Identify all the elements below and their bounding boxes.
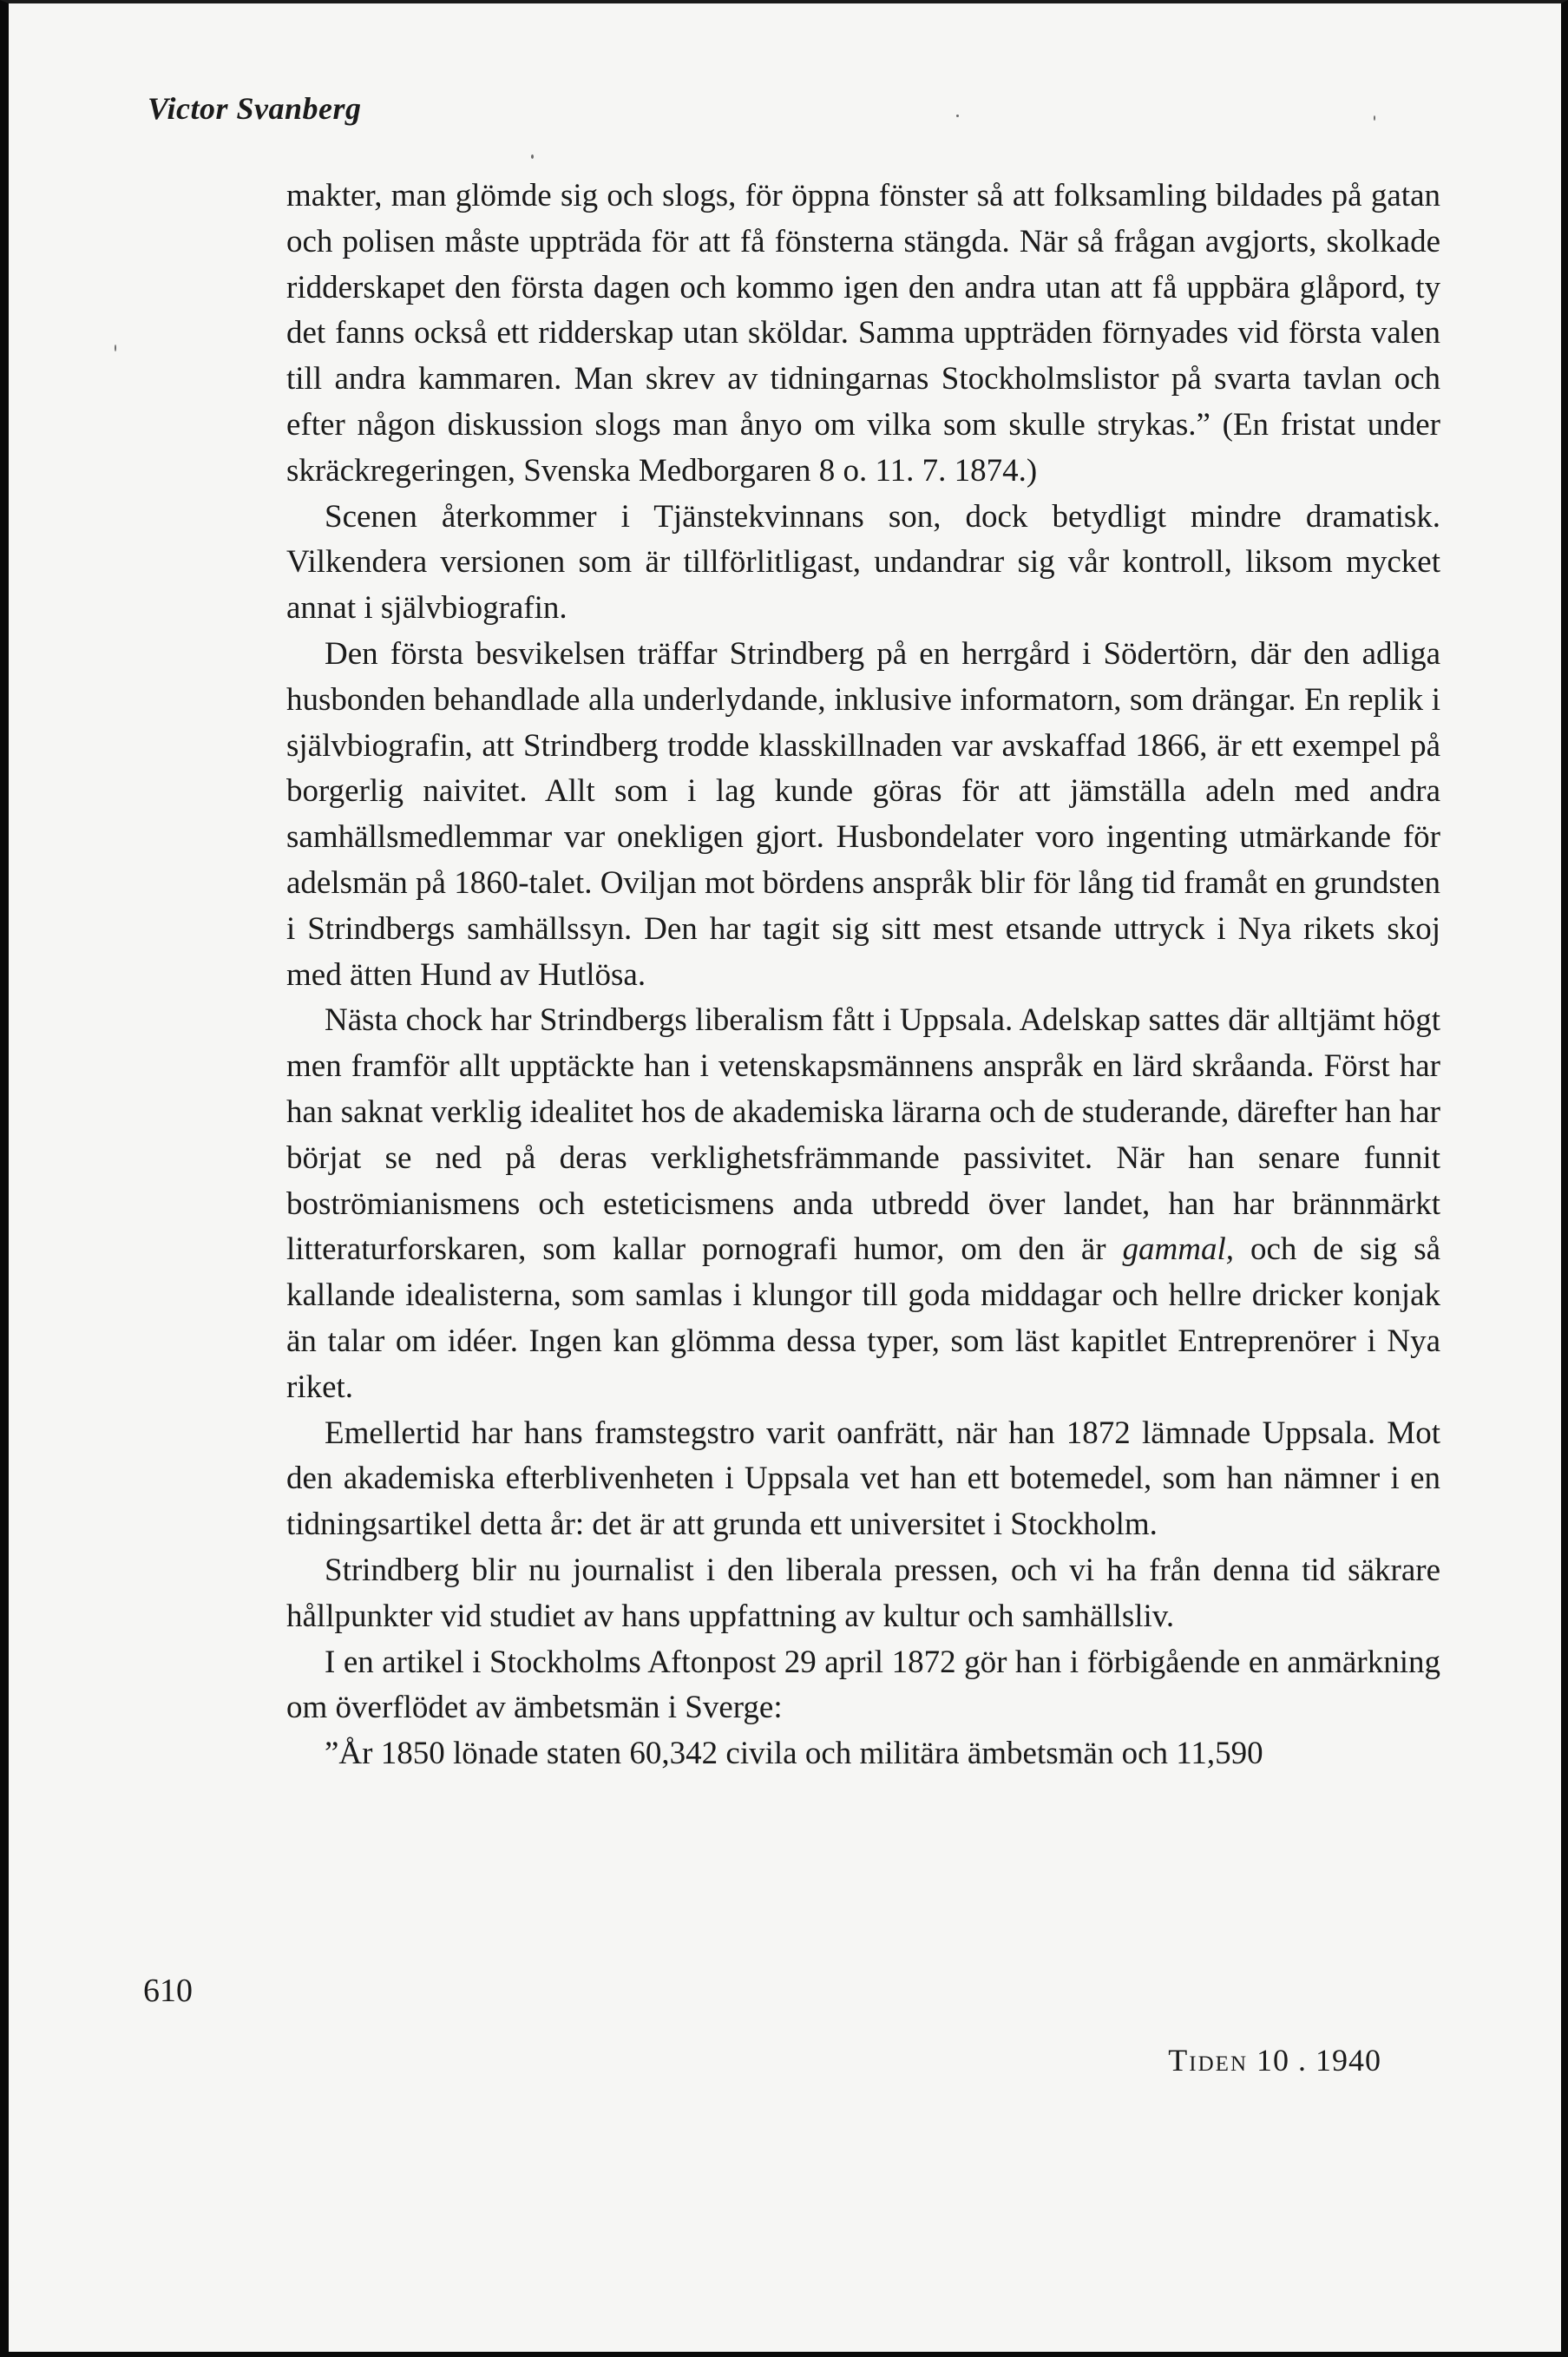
paragraph-4-italic-word: gammal, [1122, 1231, 1235, 1268]
footer-issue: 10 . 1940 [1256, 2043, 1381, 2078]
paragraph-6: Strindberg blir nu journalist i den liberala pressen, och vi ha från denna tid säkrare hållpunkter vid studiet av hans uppfattning av kultur och samhällsliv. [286, 1552, 1440, 1634]
paragraph-8-quote: ”År 1850 lönade staten 60,342 civila och militära ämbetsmän och 11,590 [325, 1736, 1263, 1772]
paragraph-7: I en artikel i Stockholms Aftonpost 29 april 1872 gör han i förbigående en anmärkning om överflödet av ämbetsmän i Sverge: [286, 1644, 1440, 1726]
paragraph-4-text: Nästa chock har Strindbergs liberalism fått i Uppsala. Adelskap sattes där alltjämt högt men framför allt upptäckte han i vetenskapsmännens anspråk en lärd skråanda. Först har han saknat verklig idealitet hos de akademiska lärarna och de studerande, därefter han har börjat se ned på deras verklighetsfrämmande passivitet. När han senare funnit boströmianismens och esteticismens anda utbredd över landet, han har brännmärkt litteraturforskaren, som kallar pornografi humor, om den är [286, 1002, 1440, 1268]
body-text [286, 174, 1440, 1777]
paragraph-2: Scenen återkommer i Tjänstekvinnans son, dock betydligt mindre dramatisk. Vilkendera versionen som är tillförlitligast, undandrar sig vår kontroll, liksom mycket annat i självbiografin. [286, 498, 1440, 627]
scan-speck [956, 115, 959, 117]
paragraph-4-tail: och de sig så kallande idealisterna, som samlas i klungor till goda middagar och hellre dricker konjak än talar om idéer. Ingen kan glömma dessa typer, som läst kapitlet Entreprenörer i Nya riket. [286, 1231, 1441, 1405]
paragraph-5: Emellertid har hans framstegstro varit oanfrätt, när han 1872 lämnade Uppsala. Mot den akademiska efterblivenheten i Uppsala vet han ett botemedel, som han nämner i en tidningsartikel detta år: det är att grunda ett universitet i Stockholm. [286, 1415, 1440, 1543]
footer-journal-issue [1168, 2042, 1381, 2078]
paragraph-1-continued: makter, man glömde sig och slogs, för öppna fönster så att folksamling bildades på gatan och polisen måste uppträda för att få fönsterna stängda. När så frågan avgjorts, skolkade ridderskapet den första dagen och kommo igen den andra utan att få uppbära glåpord, ty det fanns också ett ridderskap utan sköldar. Samma uppträden förnyades vid första valen till andra kammaren. Man skrev av tidningarnas Stockholmslistor på svarta tavlan och efter någon diskussion slogs man ånyo om vilka som skulle strykas.” (En fristat under skräckregeringen, Svenska Medborgaren 8 o. 11. 7. 1874.) [286, 178, 1440, 489]
scan-speck [531, 154, 534, 159]
page-number: 610 [143, 1973, 193, 2009]
running-head-author: Victor Svanberg [148, 91, 362, 126]
paragraph-3: Den första besvikelsen träffar Strindberg på en herrgård i Södertörn, där den adliga husbonden behandlade alla underlydande, inklusive informatorn, som drängar. En replik i självbiografin, att Strindberg trodde klasskillnaden var avskaffad 1866, är ett exempel på borgerlig naivitet. Allt som i lag kunde göras för att jämställa adeln med andra samhällsmedlemmar var onekligen gjort. Husbondelater voro ingenting utmärkande för adelsmän på 1860-talet. Oviljan mot bördens anspråk blir för lång tid framåt en grundsten i Strindbergs samhällssyn. Den har tagit sig sitt mest etsande uttryck i Nya rikets skoj med ätten Hund av Hutlösa. [286, 635, 1440, 993]
scan-speck [1374, 115, 1375, 121]
scan-speck [115, 345, 116, 351]
footer-journal-name: Tiden [1168, 2043, 1248, 2078]
paragraph-4 [286, 998, 1440, 1410]
